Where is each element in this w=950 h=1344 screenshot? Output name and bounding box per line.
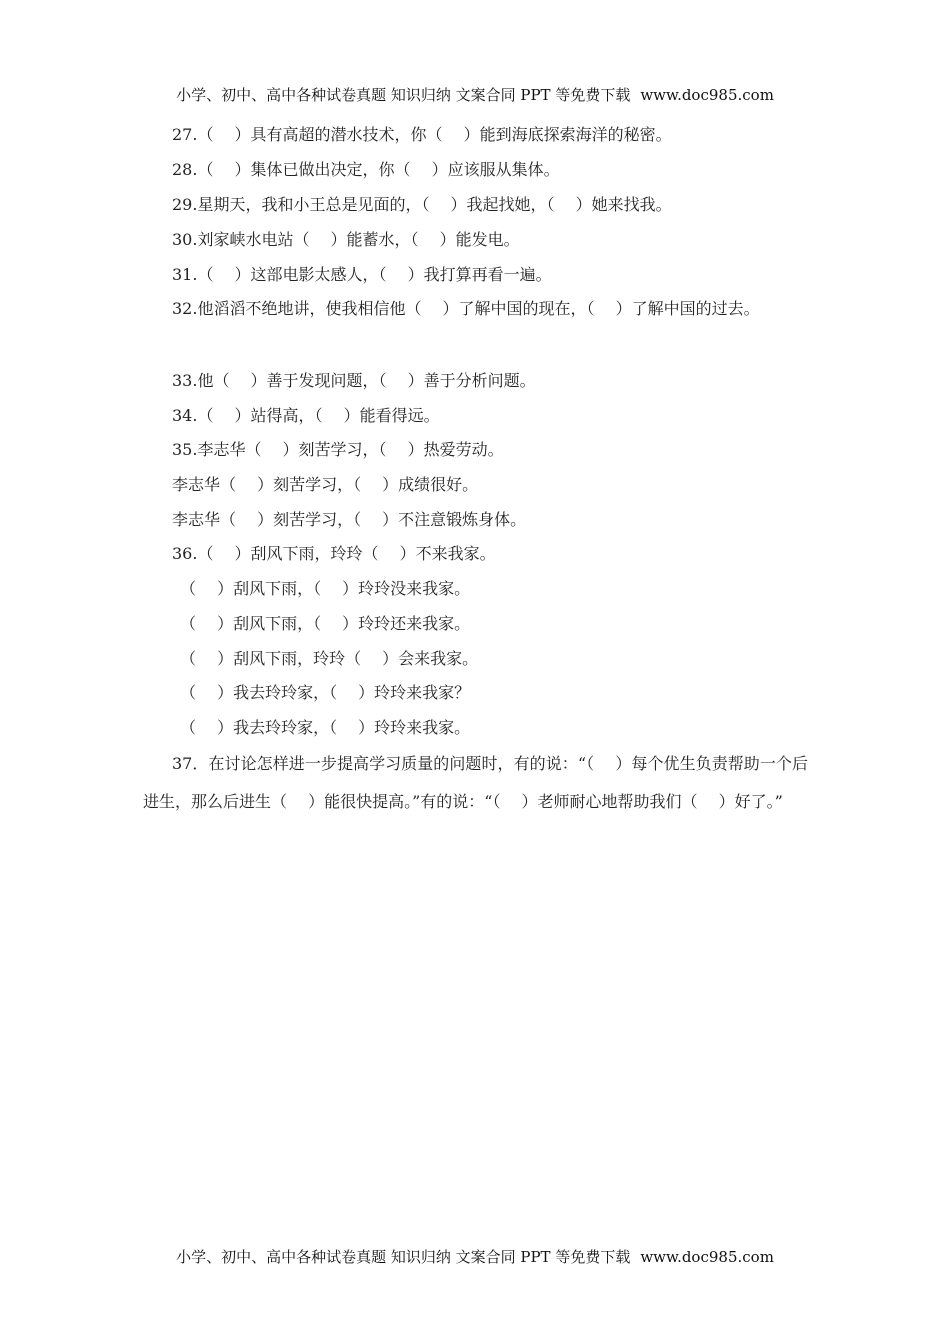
question-34: 34.（ ）站得高，（ ）能看得远。 (172, 406, 440, 425)
question-27: 27.（ ）具有高超的潜水技术，你（ ）能到海底探索海洋的秘密。 (172, 125, 672, 144)
page-footer (0, 1246, 950, 1267)
question-28: 28.（ ）集体已做出决定，你（ ）应该服从集体。 (172, 160, 560, 179)
page-header (0, 84, 950, 105)
footer-text: 小学、初中、高中各种试卷真题 知识归纳 文案合同 PPT 等免费下载 (176, 1248, 631, 1266)
question-36: 36.（ ）刮风下雨，玲玲（ ）不来我家。 (172, 544, 496, 563)
question-33: 33.他（ ）善于发现问题，（ ）善于分析问题。 (172, 371, 536, 390)
question-29: 29.星期天，我和小王总是见面的，（ ）我起找她，（ ）她来找我。 (172, 195, 672, 214)
question-37: 37．在讨论怎样进一步提高学习质量的问题时，有的说：“（ ）每个优生负责帮助一个后进生，那么后进生（ ）能很快提高。”有的说：“（ ）老师耐心地帮助我们（ ）好了。” (143, 754, 808, 811)
question-35-variant-b: 李志华（ ）刻苦学习，（ ）成绩很好。 (172, 475, 479, 494)
question-30: 30.刘家峡水电站（ ）能蓄水，（ ）能发电。 (172, 230, 520, 249)
question-31: 31.（ ）这部电影太感人，（ ）我打算再看一遍。 (172, 265, 552, 284)
header-url: www.doc985.com (640, 86, 774, 104)
question-36-variant-b: （ ）刮风下雨，（ ）玲玲没来我家。 (180, 579, 471, 598)
question-36-variant-f: （ ）我去玲玲家，（ ）玲玲来我家。 (180, 718, 471, 737)
question-35-variant-c: 李志华（ ）刻苦学习，（ ）不注意锻炼身体。 (172, 510, 527, 529)
question-35: 35.李志华（ ）刻苦学习，（ ）热爱劳动。 (172, 440, 504, 459)
header-text: 小学、初中、高中各种试卷真题 知识归纳 文案合同 PPT 等免费下载 (176, 86, 631, 104)
footer-url: www.doc985.com (640, 1248, 774, 1266)
question-36-variant-d: （ ）刮风下雨，玲玲（ ）会来我家。 (180, 649, 479, 668)
question-32: 32.他滔滔不绝地讲，使我相信他（ ）了解中国的现在，（ ）了解中国的过去。 (172, 299, 760, 318)
question-36-variant-e: （ ）我去玲玲家，（ ）玲玲来我家？ (180, 683, 471, 702)
question-36-variant-c: （ ）刮风下雨，（ ）玲玲还来我家。 (180, 614, 471, 633)
